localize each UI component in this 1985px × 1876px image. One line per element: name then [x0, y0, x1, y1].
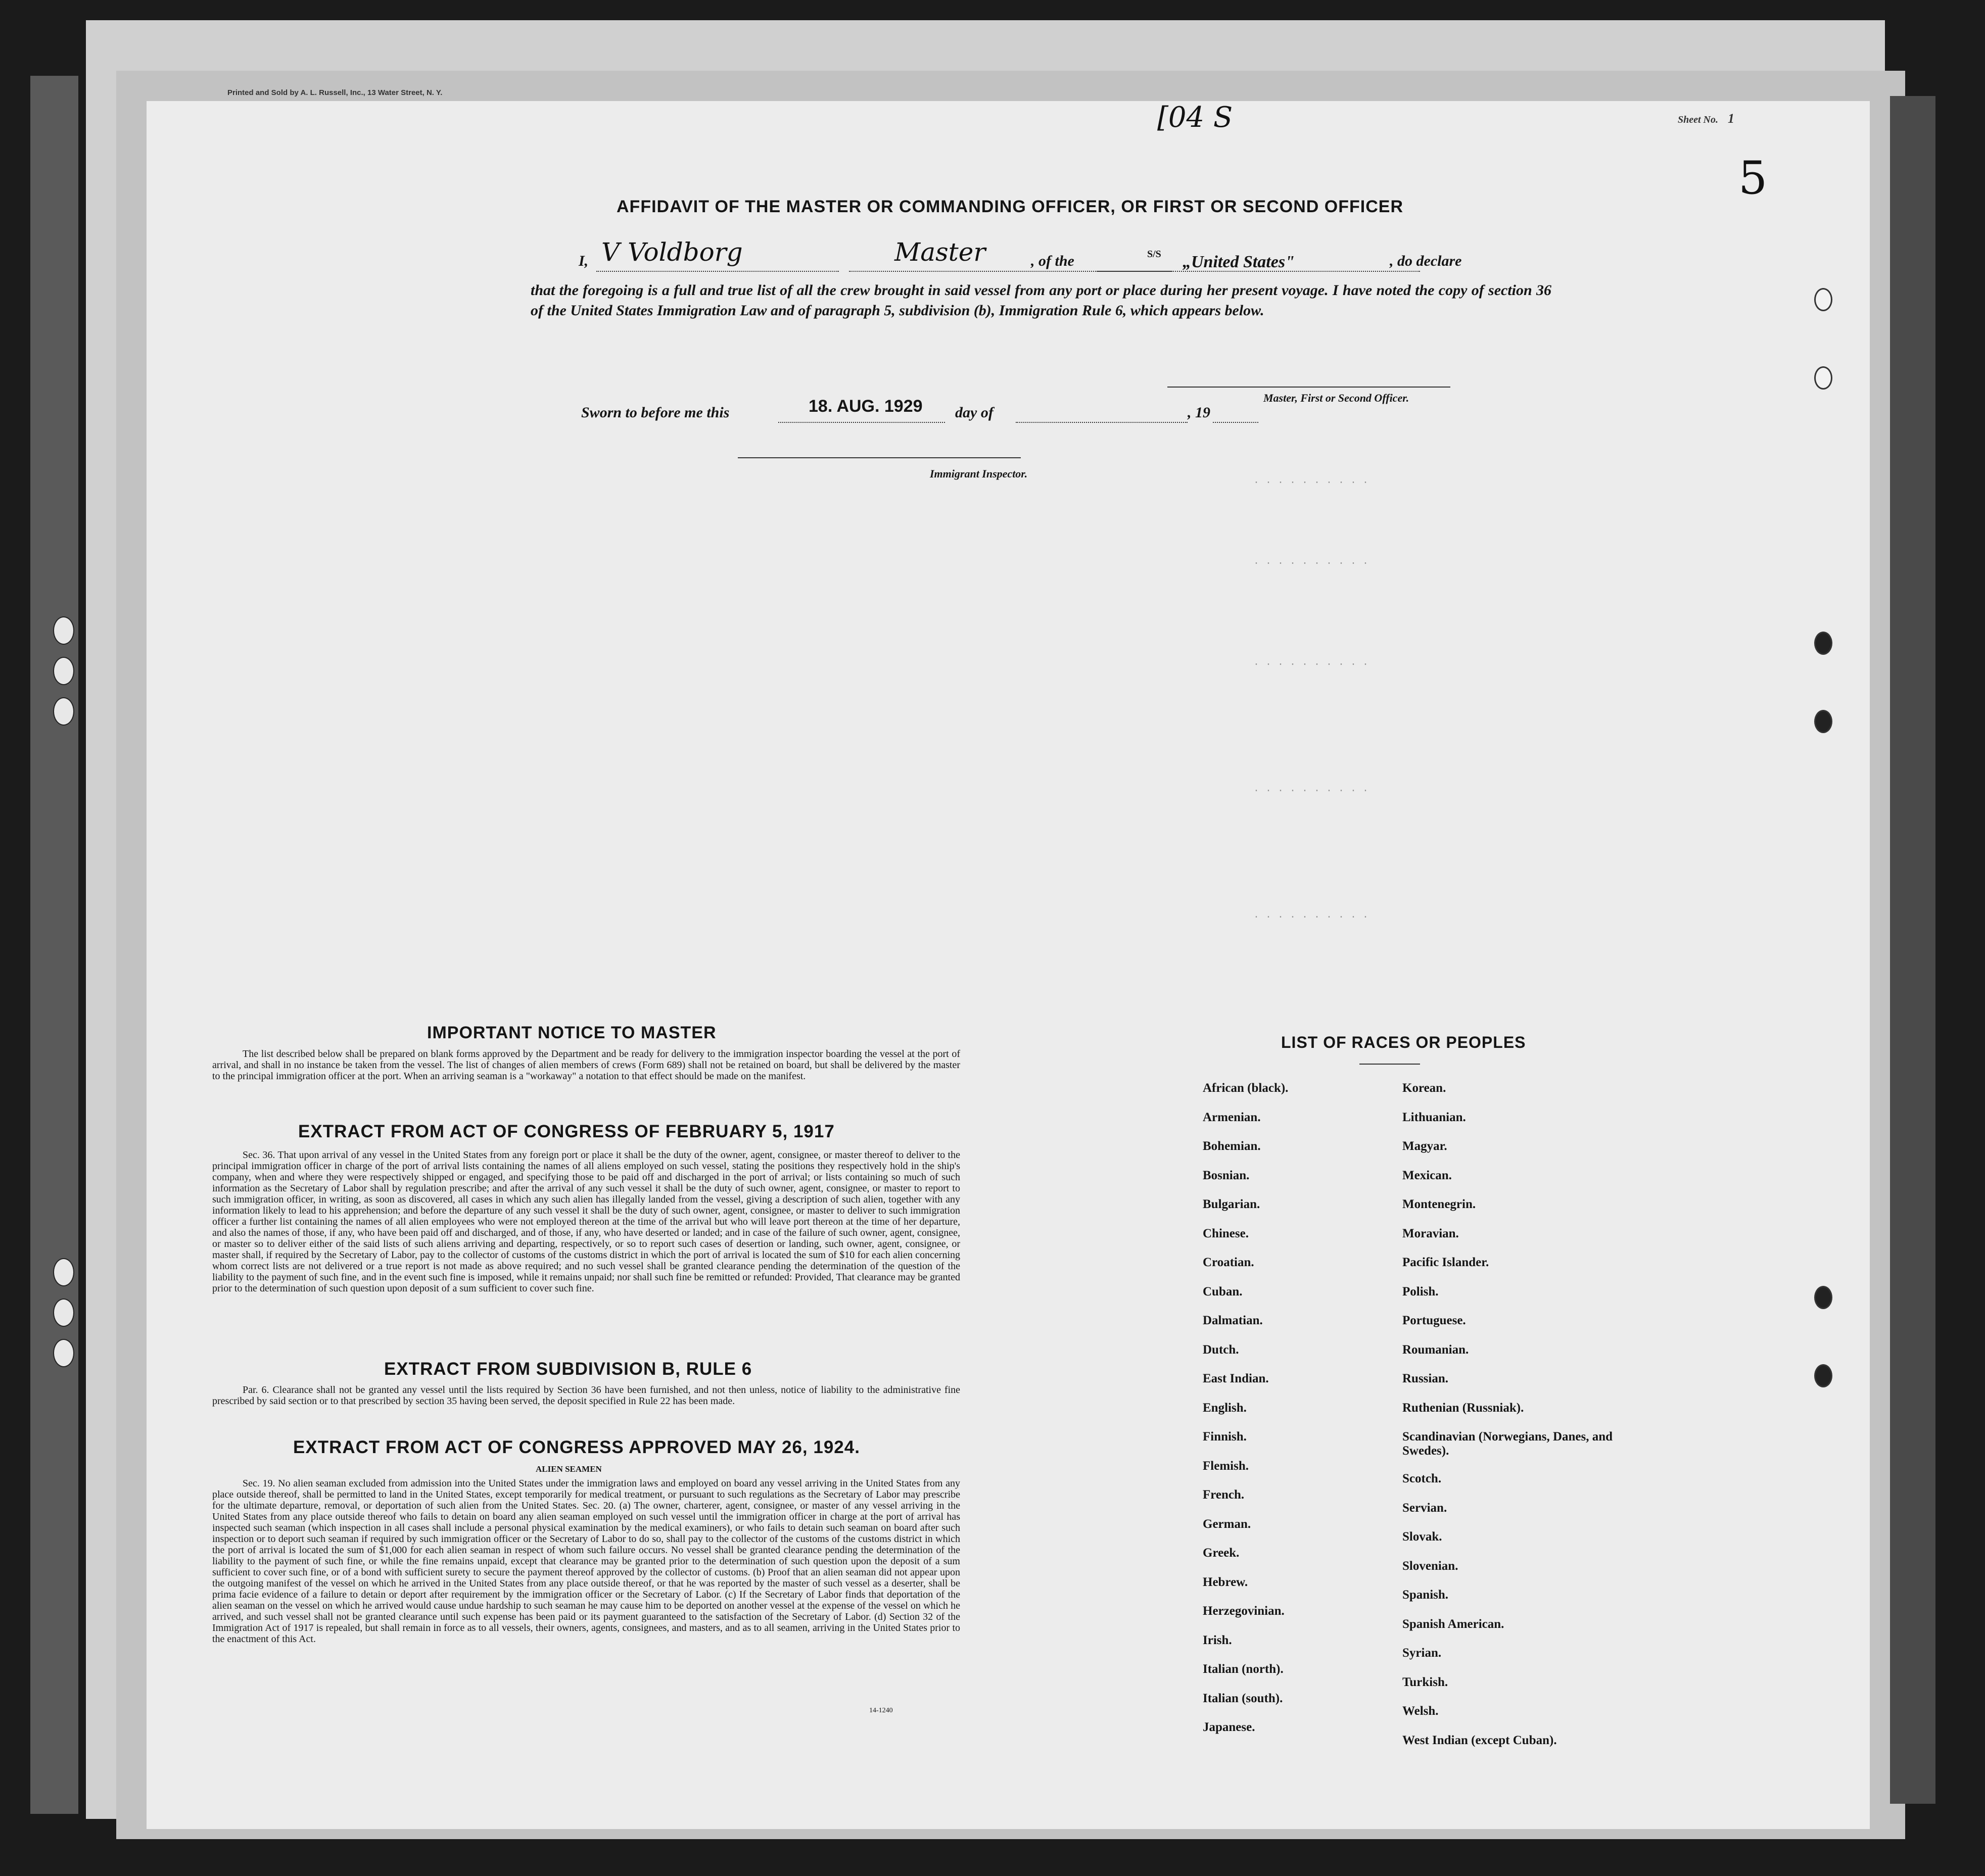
race-item: Scotch. — [1402, 1472, 1442, 1486]
extract-1917-text: Sec. 36. That upon arrival of any vessel in the United States from any foreign port or place it shall be the duty of the owner, agent, consignee, or master thereof to deliver to the principal immigration officer in charge of the port of arrival lists containing the names of all aliens employed on such vessel, stating the positions they respectively hold in the ship's company, when and where they were respectively shipped or engaged, and specifying those to be paid off and discharged in the port of arrival; or lists containing so much of such information as the Secretary of Labor shall by regulation prescribe; and after the arrival of any such vessel it shall be the duty of such owner, agent, consignee, or master to report to such immigration officer, in writing, as soon as discovered, all cases in which any such alien has illegally landed from the vessel, giving a description of such alien, together with any information likely to lead to his apprehension; and before the departure of any such vessel it shall be the duty of such owner, agent, consignee, or master to deliver to such immigration officer a further list containing the names of all alien employees who were not employed thereon at the time of the arrival but who will leave port thereon at the time of her departure, and also the names of those, if any, who have been paid off and discharged, and of those, if any, who have deserted or landed; and in case of the failure of such owner, agent, consignee, or master so to deliver either of the said lists of such aliens arriving and departing, respectively, or so to report such cases of desertion or landing, such owner, agent, consignee, or master shall, if required by the Secretary of Labor, pay to the collector of customs of the customs district in which the port of arrival is located the sum of $10 for each alien concerning whom correct lists are not delivered or a true report is not made as above required; and no such vessel shall be granted clearance pending the determination of the question of the liability to the payment of such fine, and in the event such fine is imposed, while it remains unpaid; nor shall such fine be remitted or refunded: Provided, That clearance may be granted prior to the determination of such question upon deposit of a sum sufficient to cover such fine. — [212, 1149, 960, 1294]
top-handwriting: [04 S — [1157, 101, 1233, 134]
printer-credit: Printed and Sold by A. L. Russell, Inc., 13 Water Street, N. Y. — [227, 88, 443, 97]
race-item: Mexican. — [1402, 1168, 1452, 1182]
race-item: Roumanian. — [1402, 1342, 1469, 1357]
race-item: German. — [1203, 1517, 1251, 1531]
race-item: Italian (south). — [1203, 1691, 1283, 1705]
race-item: Turkish. — [1402, 1675, 1448, 1689]
binder-hole — [53, 657, 74, 685]
race-item: Servian. — [1402, 1501, 1447, 1515]
race-item: Bohemian. — [1203, 1139, 1261, 1153]
race-item: Japanese. — [1203, 1720, 1255, 1734]
race-item: Magyar. — [1402, 1139, 1447, 1153]
ghost-print: . . . . . . . . . . — [1253, 657, 1369, 668]
binder-hole — [53, 1339, 74, 1367]
race-item: Slovenian. — [1402, 1559, 1458, 1573]
ring-hole — [1814, 1286, 1832, 1309]
sheet-number: 1 — [1728, 111, 1734, 126]
race-item: Syrian. — [1402, 1646, 1442, 1660]
affidavit-body: that the foregoing is a full and true list of all the crew brought in said vessel from any port or place during her present voyage. I have noted the copy of section 36 of the United States Immigration Law and of paragraph 5, subdivision (b), Immigration Rule 6, which appears below. — [531, 282, 1551, 319]
signature-caption: Master, First or Second Officer. — [1263, 392, 1409, 404]
ring-hole — [1814, 632, 1832, 655]
race-item: Montenegrin. — [1402, 1197, 1476, 1211]
race-item: Cuban. — [1203, 1284, 1243, 1298]
binder-edge — [1890, 96, 1935, 1804]
binder-hole — [53, 616, 74, 645]
form-code: 14-1240 — [869, 1707, 893, 1714]
affidavit-title: AFFIDAVIT OF THE MASTER OR COMMANDING OFFICER, OR FIRST OR SECOND OFFICER — [617, 197, 1403, 216]
race-item: Lithuanian. — [1402, 1110, 1466, 1124]
race-item: Dalmatian. — [1203, 1314, 1263, 1327]
binder-hole — [53, 697, 74, 726]
extract-1924-title: EXTRACT FROM ACT OF CONGRESS APPROVED MAY 26, 1924. — [293, 1437, 860, 1457]
year-prefix: , 19 — [1188, 404, 1210, 421]
race-item: West Indian (except Cuban). — [1402, 1733, 1557, 1747]
race-item: Herzegovinian. — [1203, 1604, 1285, 1618]
race-item: Russian. — [1402, 1372, 1449, 1385]
race-item: Irish. — [1203, 1633, 1232, 1647]
extract-1917-title: EXTRACT FROM ACT OF CONGRESS OF FEBRUARY 5, 1917 — [298, 1122, 835, 1141]
master-title-written: Master — [894, 237, 986, 267]
sheet-handwritten-mark: 5 — [1738, 152, 1768, 205]
race-item: Croatian. — [1203, 1256, 1254, 1269]
race-item: Bulgarian. — [1203, 1197, 1260, 1211]
sworn-text: Sworn to before me this — [581, 404, 730, 421]
day-of-text: day of — [955, 404, 994, 421]
inspector-signature-line — [738, 457, 1021, 458]
binder-hole — [53, 1258, 74, 1286]
rule6-title: EXTRACT FROM SUBDIVISION B, RULE 6 — [384, 1359, 752, 1379]
of-the-text: , of the — [1031, 253, 1074, 269]
alien-seamen-subtitle: ALIEN SEAMEN — [536, 1464, 602, 1474]
ring-hole — [1814, 1364, 1832, 1387]
race-item: Armenian. — [1203, 1110, 1261, 1124]
race-item: Korean. — [1402, 1081, 1446, 1095]
race-item: Scandinavian (Norwegians, Danes, and Swedes). — [1402, 1430, 1613, 1458]
vessel-prefix: S/S — [1147, 249, 1161, 260]
race-item: East Indian. — [1203, 1372, 1269, 1385]
affidavit-page — [147, 101, 1870, 1829]
race-item: Ruthenian (Russniak). — [1402, 1401, 1524, 1415]
race-item: Greek. — [1203, 1546, 1240, 1560]
do-declare-text: , do declare — [1390, 253, 1462, 269]
race-item: Welsh. — [1402, 1704, 1439, 1718]
race-item: Spanish American. — [1402, 1617, 1504, 1631]
binder-spine — [30, 76, 78, 1814]
ring-hole — [1814, 710, 1832, 733]
extract-1924-text: Sec. 19. No alien seaman excluded from admission into the United States under the immigration laws and employed on board any vessel arriving in the United States from any place outside thereof, shall be permitted to land in the United States, except temporarily for medical treatment, or pursuant to such regulations as the Secretary of Labor may prescribe for the ultimate departure, removal, or deportation of such alien from the United States. Sec. 20. (a) The owner, charterer, agent, consignee, or master of any vessel arriving in the United States from any place outside thereof who fails to detain on board any alien seaman employed on such vessel until the immigration officer in charge at the port of arrival has inspected such seaman (which inspection in all cases shall include a personal physical examination by the medical examiners), or who fails to detain such seaman on board after such inspection or to deport such seaman if required by such immigration officer or the Secretary of Labor to do so, shall pay to the collector of the customs of the customs district in which the port of arrival is located the sum of $1,000 for each alien seaman in respect of whom such failure occurs. No vessel shall be granted clearance pending the determination of the liability to the payment of such fine, or while the fine remains unpaid, except that clearance may be granted prior to the determination of such question upon the deposit of a sum sufficient to cover such fine, or of a bond with sufficient surety to secure the payment thereof approved by the collector of customs. (b) Proof that an alien seaman did not appear upon the outgoing manifest of the vessel on which he arrived in the United States from any place outside thereof, or that he was reported by the master of such vessel as a deserter, shall be prima facie evidence of a failure to detain or deport after requirement by the immigration officer or the Secretary of Labor. (c) If the Secretary of Labor finds that deportation of the alien seaman on the vessel on which he arrived would cause undue hardship to such seaman he may cause him to be deported on another vessel at the expense of the vessel on which he arrived, and such vessel shall not be granted clearance until such expense has been paid or its payment guaranteed to the satisfaction of the Secretary of Labor. (d) Section 32 of the Immigration Act of 1917 is repealed, but shall remain in force as to all vessels, their owners, agents, consignees, and masters, and as to all seamen, arriving in the United States prior to the enactment of this Act. — [212, 1478, 960, 1645]
ring-hole — [1814, 288, 1832, 311]
race-item: Spanish. — [1402, 1588, 1449, 1602]
race-item: Polish. — [1402, 1284, 1439, 1298]
ghost-print: . . . . . . . . . . — [1253, 783, 1369, 795]
race-item: Moravian. — [1402, 1226, 1459, 1240]
notice-title: IMPORTANT NOTICE TO MASTER — [427, 1023, 717, 1042]
race-item: English. — [1203, 1401, 1247, 1415]
race-item: Bosnian. — [1203, 1168, 1250, 1182]
inspector-caption: Immigrant Inspector. — [930, 467, 1028, 480]
rule6-text: Par. 6. Clearance shall not be granted any vessel until the lists required by Section 36 have been furnished, and not then unless, notice of liability to the administrative fine prescribed by said section or to that prescribed by section 35 having been served, the deposit specified in Rule 22 has been made. — [212, 1384, 960, 1407]
signature-line — [1167, 387, 1450, 388]
race-item: Pacific Islander. — [1402, 1256, 1489, 1269]
race-item: Flemish. — [1203, 1459, 1249, 1473]
sheet-label: Sheet No. — [1678, 114, 1718, 125]
race-item: Italian (north). — [1203, 1662, 1284, 1676]
notice-text: The list described below shall be prepared on blank forms approved by the Department and be ready for delivery to the immigration inspector boarding the vessel at the port of arrival, and shall in no instance be taken from the vessel. The list of changes of alien members of crews (Form 689) shall not be retained on board, but shall be delivered by the master to the principal immigration officer at the port. When an arriving seaman is a "workaway" a notation to that effect should be made on the manifest. — [212, 1048, 960, 1082]
race-item: Dutch. — [1203, 1342, 1239, 1357]
ring-hole — [1814, 366, 1832, 390]
race-item: African (black). — [1203, 1081, 1289, 1095]
race-item: French. — [1203, 1488, 1245, 1502]
ghost-print: . . . . . . . . . . — [1253, 556, 1369, 567]
race-item: Slovak. — [1402, 1530, 1442, 1544]
vessel-name: „United States" — [1183, 253, 1295, 271]
race-item: Chinese. — [1203, 1226, 1249, 1240]
binder-hole — [53, 1298, 74, 1327]
race-item: Hebrew. — [1203, 1575, 1248, 1589]
races-title: LIST OF RACES OR PEOPLES — [1281, 1033, 1526, 1051]
race-item: Finnish. — [1203, 1430, 1247, 1444]
sworn-date-stamp: 18. AUG. 1929 — [809, 397, 923, 416]
affidavit-i: I, — [579, 253, 589, 269]
master-name: V Voldborg — [601, 237, 743, 267]
ghost-print: . . . . . . . . . . — [1253, 909, 1369, 921]
race-item: Portuguese. — [1402, 1314, 1466, 1327]
ghost-print: . . . . . . . . . . — [1253, 475, 1369, 487]
